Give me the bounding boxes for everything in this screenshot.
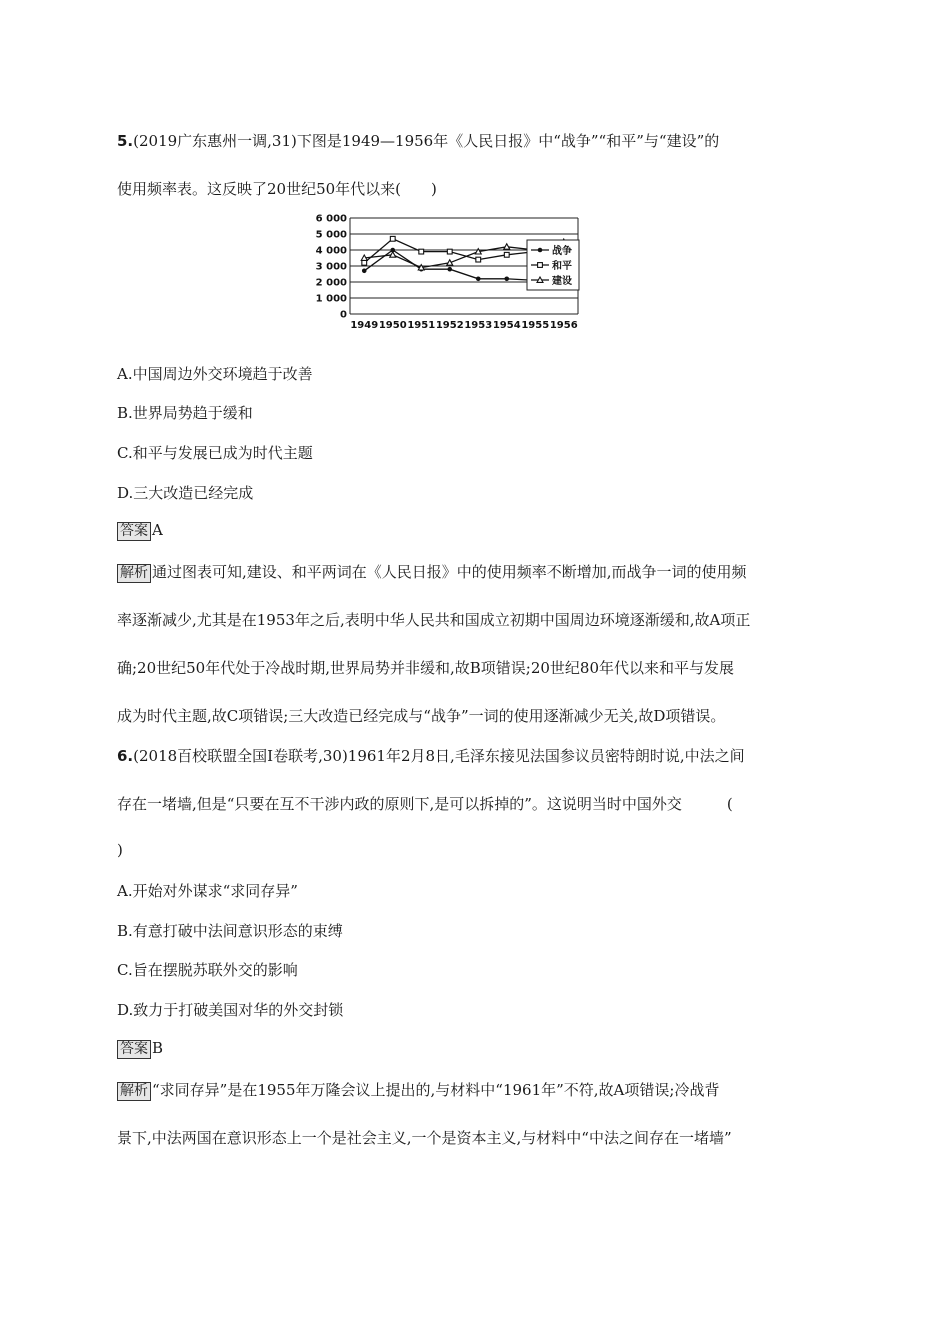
data-point-circle — [504, 277, 509, 282]
data-point-square — [362, 260, 367, 265]
q6-stem-line1 — [117, 745, 745, 766]
chart-y-ticks — [316, 214, 347, 321]
data-point-square — [476, 257, 481, 262]
x-tick-label: 1949 — [350, 320, 379, 331]
x-tick-label: 1951 — [407, 320, 436, 331]
answer-label: 答案 — [117, 1040, 151, 1059]
y-tick-label: 2 000 — [315, 277, 347, 289]
x-tick-label: 1952 — [435, 320, 464, 331]
q5-stem-line1 — [117, 130, 719, 151]
legend-label: 战争 — [552, 246, 572, 257]
q6-stem-line2: 存在一堵墙,但是“只要在互不干涉内政的原则下,是可以拆掉的”。这说明当时中国外交 ( — [117, 795, 733, 813]
y-tick-label: 5 000 — [315, 229, 347, 241]
q5-answer-value: A — [152, 521, 163, 539]
data-point-triangle — [504, 244, 510, 249]
legend-label: 和平 — [552, 261, 572, 272]
q6-analysis-text1: “求同存异”是在1955年万隆会议上提出的,与材料中“1961年”不符,故A项错误;冷战背 — [152, 1081, 720, 1099]
data-point-triangle — [475, 249, 481, 254]
q6-option-d: D.致力于打破美国对华的外交封锁 — [117, 1001, 344, 1019]
data-point-square — [390, 236, 395, 241]
q5-option-a: A.中国周边外交环境趋于改善 — [117, 365, 313, 383]
q6-option-c: C.旨在摆脱苏联外交的影响 — [117, 961, 298, 979]
q6-number: 6. — [117, 747, 134, 765]
data-point-square — [538, 263, 543, 268]
data-point-triangle — [418, 265, 424, 270]
q6-analysis-line2: 景下,中法两国在意识形态上一个是社会主义,一个是资本主义,与材料中“中法之间存在一堵墙” — [117, 1129, 732, 1147]
data-point-circle — [362, 269, 367, 274]
q6-analysis-line1 — [117, 1079, 719, 1101]
q6-option-a: A.开始对外谋求“求同存异” — [117, 882, 298, 900]
data-point-circle — [447, 267, 452, 272]
data-point-square — [419, 249, 424, 254]
y-tick-label: 1 000 — [315, 293, 347, 305]
q6-answer — [117, 1039, 163, 1059]
frequency-line-chart — [308, 206, 588, 332]
chart-legend — [527, 240, 579, 290]
x-tick-label: 1953 — [464, 320, 493, 331]
q5-stem-line2: 使用频率表。这反映了20世纪50年代以来( ) — [117, 180, 437, 198]
q6-answer-value: B — [152, 1039, 164, 1057]
y-tick-label: 4 000 — [315, 245, 347, 257]
answer-label: 答案 — [117, 522, 151, 541]
q5-number: 5. — [117, 132, 134, 150]
q5-option-b: B.世界局势趋于缓和 — [117, 404, 253, 422]
q5-answer — [117, 521, 163, 541]
y-tick-label: 3 000 — [315, 261, 347, 273]
q6-stem-text1: (2018百校联盟全国Ⅰ卷联考,30)1961年2月8日,毛泽东接见法国参议员密特朗时说,中法之间 — [133, 747, 745, 765]
data-point-square — [447, 249, 452, 254]
q5-analysis-text1: 通过图表可知,建设、和平两词在《人民日报》中的使用频率不断增加,而战争一词的使用频 — [152, 563, 747, 581]
q6-option-b: B.有意打破中法间意识形态的束缚 — [117, 922, 343, 940]
x-tick-label: 1956 — [549, 320, 578, 331]
data-point-circle — [538, 248, 543, 253]
data-point-triangle — [361, 255, 367, 260]
q5-analysis-line2: 率逐渐减少,尤其是在1953年之后,表明中华人民共和国成立初期中国周边环境逐渐缓和,故A项正 — [117, 611, 751, 629]
q5-analysis-line3: 确;20世纪50年代处于冷战时期,世界局势并非缓和,故B项错误;20世纪80年代以来和平与发展 — [117, 659, 735, 677]
chart-x-ticks — [350, 320, 577, 331]
analysis-label: 解析 — [117, 1082, 151, 1101]
analysis-label: 解析 — [117, 564, 151, 583]
q6-stem-line3: ) — [117, 841, 123, 859]
data-point-triangle — [390, 252, 396, 257]
x-tick-label: 1950 — [378, 320, 407, 331]
x-tick-label: 1955 — [521, 320, 550, 331]
data-point-circle — [476, 277, 481, 282]
q5-stem-text1: (2019广东惠州一调,31)下图是1949—1956年《人民日报》中“战争”“和平”与“建设”的 — [133, 132, 720, 150]
q5-analysis-line4: 成为时代主题,故C项错误;三大改造已经完成与“战争”一词的使用逐渐减少无关,故D项错误。 — [117, 707, 726, 725]
q5-analysis-line1 — [117, 561, 747, 583]
legend-label: 建设 — [552, 276, 572, 287]
data-point-triangle — [447, 260, 453, 265]
data-point-square — [504, 252, 509, 257]
y-tick-label: 0 — [340, 309, 347, 321]
q5-option-c: C.和平与发展已成为时代主题 — [117, 444, 313, 462]
q5-option-d: D.三大改造已经完成 — [117, 484, 254, 502]
y-tick-label: 6 000 — [315, 213, 347, 225]
x-tick-label: 1954 — [492, 320, 521, 331]
